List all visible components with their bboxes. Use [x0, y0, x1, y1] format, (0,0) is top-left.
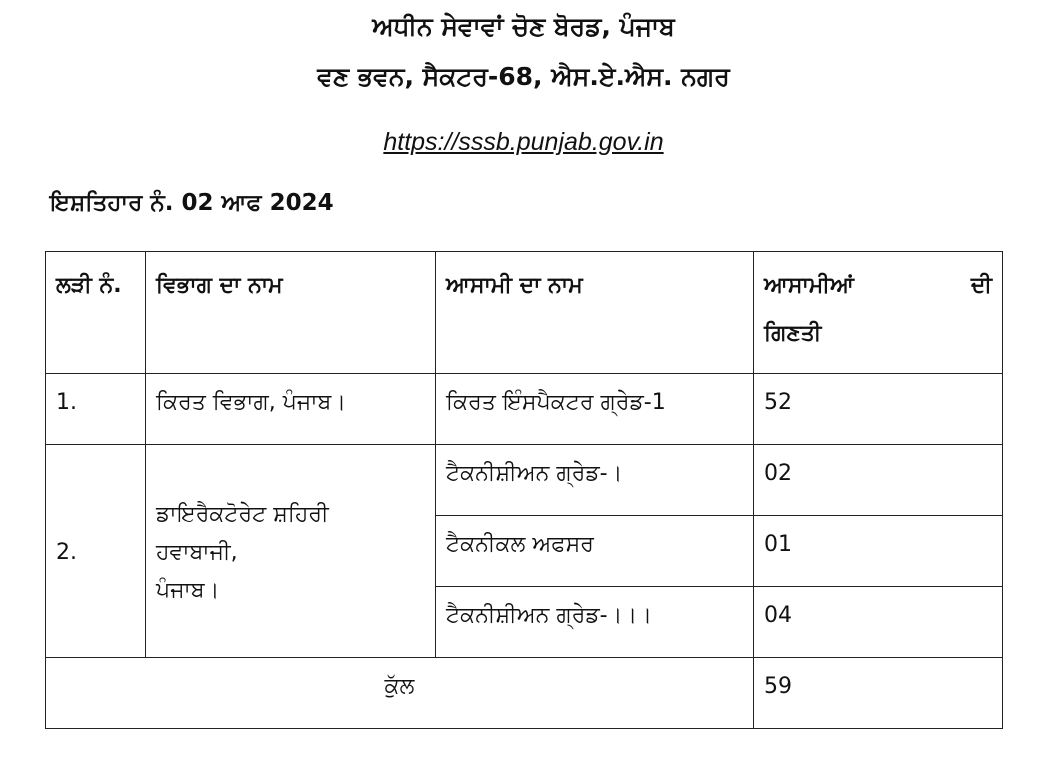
header-serial: ਲੜੀ ਨੰ.: [46, 252, 146, 374]
count-cell: 52: [754, 374, 1003, 445]
department-line: ਪੰਜਾਬ।: [156, 578, 220, 603]
post-cell: ਟੈਕਨੀਸ਼ੀਅਨ ਗ੍ਰੇਡ-।।।: [436, 587, 754, 658]
department-line: ਹਵਾਬਾਜੀ,: [156, 540, 238, 565]
header-count-word1: ਆਸਾਮੀਆਂ: [764, 273, 854, 298]
department-cell: [146, 445, 436, 658]
post-cell: ਕਿਰਤ ਇੰਸਪੈਕਟਰ ਗ੍ਰੇਡ-1: [436, 374, 754, 445]
table-row: [46, 374, 1003, 445]
count-cell: 02: [754, 445, 1003, 516]
department-line: ਡਾਇਰੈਕਟੋਰੇਟ ਸ਼ਹਿਰੀ: [156, 502, 329, 527]
header-department: ਵਿਭਾਗ ਦਾ ਨਾਮ: [146, 252, 436, 374]
header-count-word2: ਦੀ: [970, 273, 992, 298]
board-address: ਵਣ ਭਵਨ, ਸੈਕਟਰ-68, ਐਸ.ਏ.ਐਸ. ਨਗਰ: [317, 62, 730, 91]
serial-cell: 1.: [46, 374, 146, 445]
total-label: ਕੁੱਲ: [46, 658, 754, 729]
post-cell: ਟੈਕਨੀਕਲ ਅਫਸਰ: [436, 516, 754, 587]
advertisement-number: ਇਸ਼ਤਿਹਾਰ ਨੰ. 02 ਆਫ 2024: [50, 190, 334, 216]
count-cell: 01: [754, 516, 1003, 587]
website-link[interactable]: https://sssb.punjab.gov.in: [383, 128, 664, 156]
header-count: [754, 252, 1003, 374]
post-cell: ਟੈਕਨੀਸ਼ੀਅਨ ਗ੍ਰੇਡ-।: [436, 445, 754, 516]
serial-cell: 2.: [46, 445, 146, 658]
table-header-row: [46, 252, 1003, 374]
table-row: [46, 445, 1003, 516]
count-cell: 04: [754, 587, 1003, 658]
header-post: ਆਸਾਮੀ ਦਾ ਨਾਮ: [436, 252, 754, 374]
department-cell: ਕਿਰਤ ਵਿਭਾਗ, ਪੰਜਾਬ।: [146, 374, 436, 445]
total-row: [46, 658, 1003, 729]
total-count: 59: [754, 658, 1003, 729]
header-count-word3: ਗਿਣਤੀ: [764, 321, 822, 346]
vacancy-table: [45, 251, 1003, 729]
board-title: ਅਧੀਨ ਸੇਵਾਵਾਂ ਚੋਣ ਬੋਰਡ, ਪੰਜਾਬ: [372, 12, 675, 41]
